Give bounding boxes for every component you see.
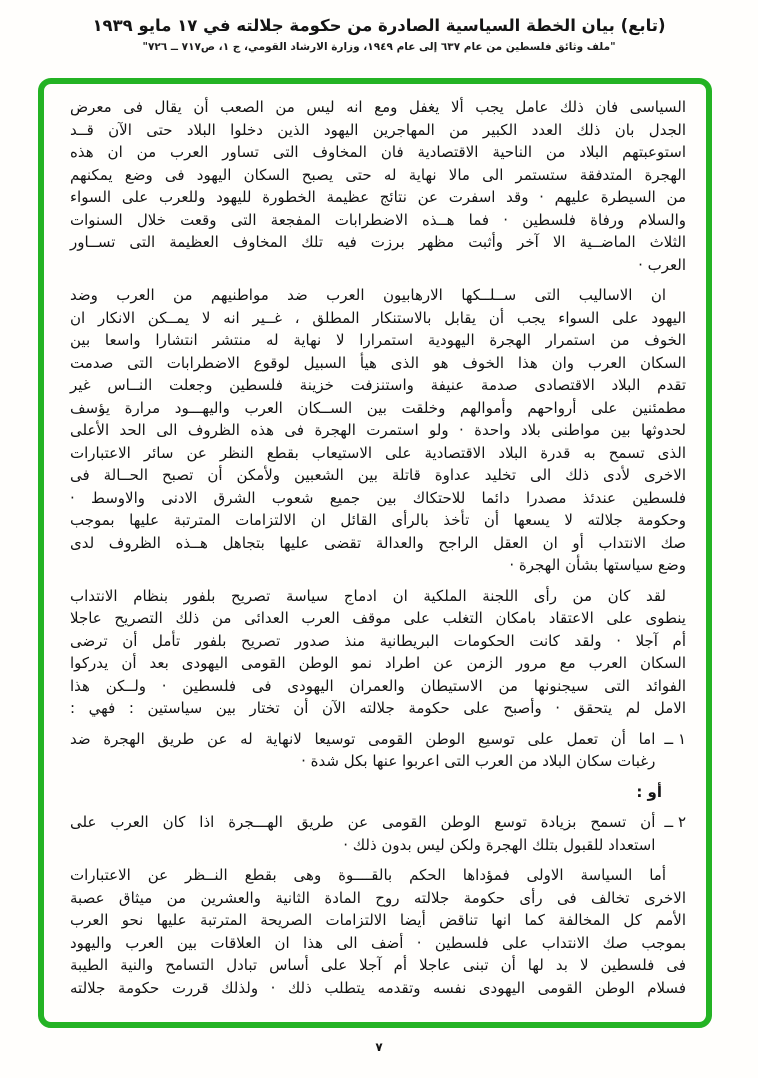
text-line: استعداد للقبول بتلك الهجرة ولكن ليس بدون ذلك · — [343, 835, 656, 854]
item-number: ٢ ــ — [664, 813, 686, 831]
text-line: الاخرى تخالف فى رأى حكومة جلالته روح المادة الثانية والعشرين من ميثاق عصبة — [70, 888, 686, 907]
text-line: وحكومة جلالته لا يسعها أن تأخذ بالرأى القائل ان الالتزامات المترتبة عليها بموجب — [70, 511, 686, 529]
document-body — [70, 96, 686, 999]
text-line: اما أن تعمل على توسيع الوطن القومى توسيعا لانهاية له عن طريق الهجرة ضد — [70, 729, 656, 748]
source-citation: "ملف وثائق فلسطين من عام ٦٣٧ إلى عام ١٩٤٩، وزارة الارشاد القومي، ج ١، ص٧١٧ ــ ٧٢٦" — [142, 41, 616, 53]
text-line: السكان العرب وان هذا الخوف هو الذى هيأ السبيل لوقوع الاضطرابات التى صدمت — [70, 353, 686, 372]
text-line: الجدل بان ذلك العدد الكبير من المهاجرين اليهود الذين دخلوا البلاد حتى الآن قــد — [70, 120, 686, 139]
or-separator: أو : — [636, 782, 662, 801]
text-line: فى فلسطين لا بد لها أن تبنى عاجلا أم آجلا على أساس تبادل التسامح والنية الطيبة — [70, 956, 686, 974]
text-line: أما السياسة الاولى فمؤداها الحكم بالقــــوة وهى بقطع النــظر عن الاعتبارات — [70, 866, 666, 884]
text-line: والسلام ورفاة فلسطين · فما هــذه الاضطرابات المفجعة التى وقعت خلال السنوات — [70, 210, 686, 229]
text-line: استوعبتهم البلاد من الناحية الاقتصادية فان المخاوف التى تساور العرب من ان هذه — [70, 143, 686, 161]
text-line: ان الاساليب التى ســلــكها الارهابيون العرب ضد مواطنيهم من العرب وضد — [70, 286, 666, 304]
item-number: ١ ــ — [664, 729, 686, 748]
text-line: وضع سياستها بشأن الهجرة · — [509, 556, 686, 574]
item-text — [70, 811, 655, 856]
page-number: ٧ — [375, 1040, 383, 1054]
text-line: أم آجلا · ولقد كانت الحكومات البريطانية منذ صدور تصريح بلفور تأمل أن ترضى — [70, 631, 686, 650]
document-title: (تابع) بيان الخطة السياسية الصادرة من حكومة جلالته في ١٧ مايو ١٩٣٩ — [92, 16, 666, 35]
text-line: رغبات سكان البلاد من العرب التى اعربوا عنها بكل شدة · — [301, 752, 656, 770]
text-line: تقدم البلاد الاقتصادى صدمة عنيفة واستنزفت خزينة فلسطين وجعلت النــاس غير — [70, 376, 686, 394]
paragraph — [70, 864, 686, 999]
text-line: السياسى فان ذلك عامل يجب ألا يغفل ومع انه ليس من الصعب أن يقال فى معرض — [70, 98, 686, 116]
numbered-item — [70, 728, 686, 773]
paragraph — [70, 284, 686, 577]
page-header — [0, 0, 758, 53]
text-line: السكان العرب مع مرور الزمن عن اطراد نمو الوطن القومى اليهودى بعد أن يدركوا — [70, 654, 686, 672]
text-line: اليهود على السواء يجب أن يقابل بالاستنكار المطلق ، غــير انه لا يمــكن الانكار ان — [70, 308, 686, 327]
text-line: ينطوى على الاعتقاد بامكان التغلب على موقف العرب العدائى من ذلك التصريح عاجلا — [70, 609, 686, 627]
text-line: أن تسمح بزيادة توسع الوطن القومى عن طريق الهـــجرة اذا كان العرب على — [70, 813, 656, 831]
paragraph — [70, 585, 686, 720]
text-line: الاخرى لأدى ذلك الى تخليد عداوة قاتلة بين الشعبين ولأمكن أن تصبح الحــالة فى — [70, 466, 686, 484]
text-line: لحدوثها بين مواطنى بلاد واحدة · ولو استمرت الهجرة فى هذه الظروف الى الحد الأعلى — [70, 421, 686, 439]
text-line: من السيطرة عليهم · وقد اسفرت عن نتائج عظيمة الخطورة لليهود وللعرب على السواء — [70, 188, 686, 206]
text-line: العرب · — [638, 255, 686, 274]
text-line: الثلاث الماضــية الا آخر وأثبت مظهر برزت فيه تلك المخاوف العظيمة التى تســاور — [70, 233, 686, 251]
text-line: مطمئنين على أرواحهم وأموالهم وخلقت بين الســكان العرب واليهـــود مرارة يؤسف — [70, 398, 686, 417]
text-line: الفوائد التى سيجنونها من الاستيطان والعمران اليهودى فى فلسطين · ولــكن هذا — [70, 676, 686, 695]
paragraph — [70, 96, 686, 276]
item-text — [70, 728, 655, 773]
text-line: الخوف من استمرار الهجرة اليهودية استمرارا لا نهاية له منتشر انتشارا واسعا بين — [70, 331, 686, 349]
text-line: فلسطين عندئذ مصدرا دائما للاحتكاك بين جميع شعوب الشرق الادنى والاوسط · — [70, 488, 686, 507]
text-line: الأمم كل المخالفة كما انها تناقض أيضا الالتزامات الصريحة المترتبة عليها نحو العرب — [70, 911, 686, 929]
text-line: فسلام الوطن القومى اليهودى نفسه وتقدمه يتطلب ذلك · ولذلك قررت حكومة جلالته — [70, 978, 686, 997]
text-line: الهجرة المتدفقة ستستمر الى مالا نهاية له حتى يصبح السكان اليهود فى وضع يمكنهم — [70, 165, 686, 184]
text-line: بموجب صك الانتداب على فلسطين · أضف الى هذا ان العلاقات بين العرب واليهود — [70, 933, 686, 952]
text-frame-border — [38, 78, 712, 1028]
text-line: لقد كان من رأى اللجنة الملكية ان ادماج سياسة تصريح بلفور بنظام الانتداب — [70, 586, 666, 605]
text-line: الامل لم يتحقق · وأصبح على حكومة جلالته الآن أن تختار بين سياستين : فهي : — [70, 699, 686, 717]
text-line: الذى تسمح به قدرة البلاد الاقتصادية على الاستيعاب بقطع النظر عن سائر الاعتبارات — [70, 443, 686, 462]
numbered-item — [70, 811, 686, 856]
text-line: صك الانتداب أو ان العقل الراجح والعدالة تقضى عليها بتجاهل هــذه الظروف لدى — [70, 533, 686, 552]
